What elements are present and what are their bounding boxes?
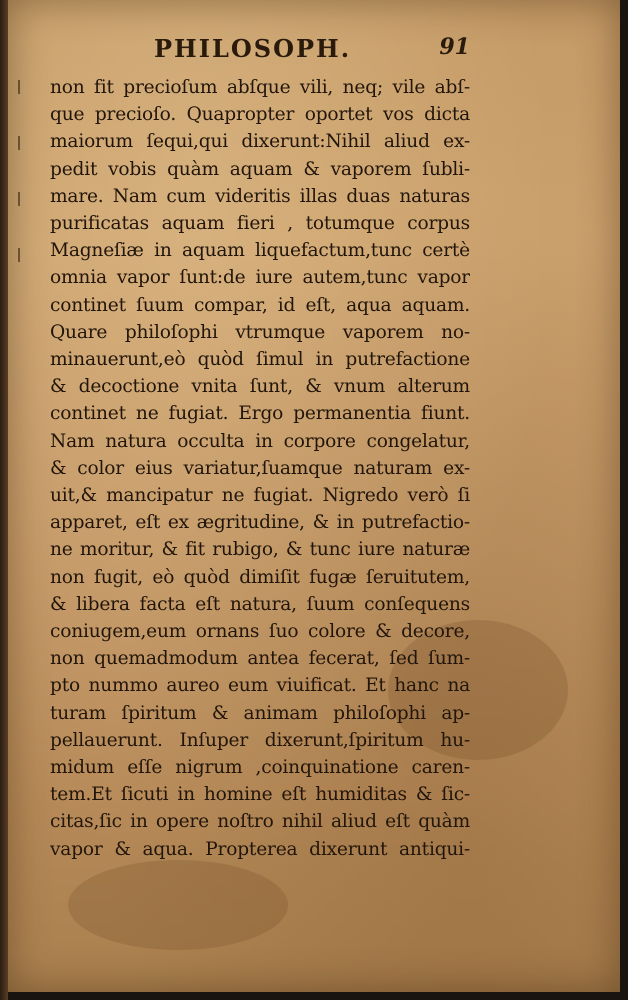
text-line: pellauerunt. Inſuper dixerunt,ſpiritum hu- <box>50 729 470 751</box>
book-page <box>8 0 620 992</box>
book-gutter-shadow <box>0 0 8 1000</box>
text-line: Magneſiæ in aquam liquefactum,tunc certè <box>50 240 470 262</box>
text-line: non quemadmodum antea fecerat, ſed ſum- <box>50 648 470 670</box>
text-line: continet ne fugiat. Ergo permanentia fiunt. <box>50 403 470 425</box>
text-line: non fugit, eò quòd dimiſit fugæ ſeruitutem, <box>50 566 470 588</box>
text-line: citas,ſic in opere noſtro nihil aliud eſt quàm <box>50 811 470 833</box>
text-line: & color eius variatur,ſuamque naturam ex- <box>50 457 470 479</box>
body-text <box>50 74 470 863</box>
text-line: que precioſo. Quapropter oportet vos dicta <box>50 104 470 126</box>
margin-mark <box>18 192 26 206</box>
text-line: continet ſuum compar, id eſt, aqua aquam. <box>50 294 470 316</box>
page-number: 91 <box>439 34 470 60</box>
text-line: minauerunt,eò quòd ſimul in putrefactione <box>50 349 470 371</box>
text-line: & libera facta eſt natura, ſuum conſequens <box>50 593 470 615</box>
text-line: mare. Nam cum videritis illas duas naturas <box>50 185 470 207</box>
text-line: & decoctione vnita ſunt, & vnum alterum <box>50 376 470 398</box>
margin-mark <box>18 136 26 150</box>
text-line: vapor & aqua. Propterea dixerunt antiqui- <box>50 838 470 860</box>
text-line: Quare philoſophi vtrumque vaporem no- <box>50 321 470 343</box>
running-title: PHILOSOPH. <box>154 34 352 63</box>
text-line: pedit vobis quàm aquam & vaporem ſubli- <box>50 158 470 180</box>
paper-stain <box>68 860 288 950</box>
margin-mark <box>18 248 26 262</box>
text-line: maiorum ſequi,qui dixerunt:Nihil aliud ex- <box>50 131 470 153</box>
margin-mark <box>18 80 26 94</box>
text-line: pto nummo aureo eum viuificat. Et hanc na <box>50 675 470 697</box>
text-line: purificatas aquam fieri , totumque corpus <box>50 213 470 235</box>
text-line: coniugem,eum ornans ſuo colore & decore, <box>50 621 470 643</box>
text-line: apparet, eſt ex ægritudine, & in putrefactio- <box>50 512 470 534</box>
text-line: midum eſſe nigrum ,coinquinatione caren- <box>50 757 470 779</box>
text-line: omnia vapor ſunt:de iure autem,tunc vapor <box>50 267 470 289</box>
margin-marks <box>18 80 34 304</box>
running-head <box>8 34 620 68</box>
text-line: tem.Et ſicuti in homine eſt humiditas & ſic- <box>50 784 470 806</box>
text-line: Nam natura occulta in corpore congelatur, <box>50 430 470 452</box>
text-line: ne moritur, & fit rubigo, & tunc iure naturæ <box>50 539 470 561</box>
text-line: non fit precioſum abſque vili, neq; vile abſ- <box>50 77 470 98</box>
text-line: uit,& mancipatur ne fugiat. Nigredo verò ſi <box>50 485 470 507</box>
text-line: turam ſpiritum & animam philoſophi ap- <box>50 702 470 724</box>
